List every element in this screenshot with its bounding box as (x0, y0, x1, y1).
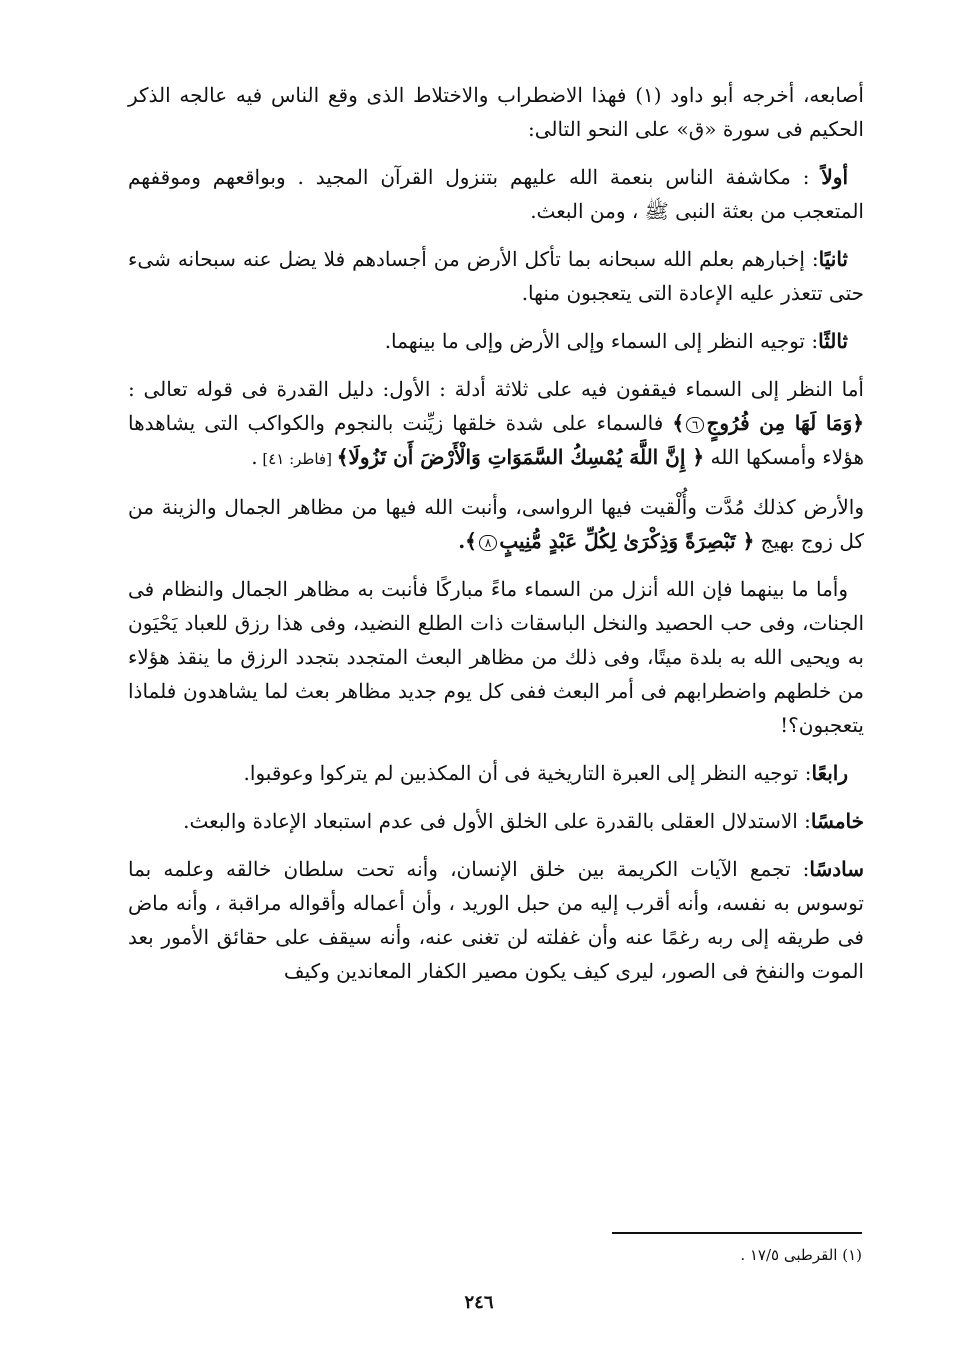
page-number: ٢٤٦ (464, 1292, 494, 1313)
point-text-first: : مكاشفة الناس بنعمة الله عليهم بتنزول القرآن المجيد . وبواقعهم وموقفهم المتعجب من بعثة النبى ﷺ ، ومن البعث. (128, 165, 864, 223)
quran-verse-1 (672, 411, 864, 435)
paragraph-between (128, 572, 864, 742)
point-lead-fourth: رابعًا (811, 761, 848, 785)
paragraph-earth (128, 490, 864, 558)
paragraph-fifth-point (128, 804, 864, 838)
quran-verse-2: ﴿ إِنَّ اللَّهَ يُمْسِكُ السَّمَوَاتِ وَالْأَرْضَ أَن تَزُولَا﴾ (336, 445, 705, 469)
paragraph-sky (128, 372, 864, 476)
footnote-divider (612, 1232, 862, 1234)
paragraph-fourth-point (128, 756, 864, 790)
point-text-fifth: : الاستدلال العقلى بالقدرة على الخلق الأول فى عدم استبعاد الإعادة والبعث. (183, 809, 811, 833)
paragraph-third-point (128, 324, 864, 358)
point-lead-third: ثالثًا (818, 329, 848, 353)
earth-text: والأرض كذلك مُدَّت وأُلْقيت فيها الرواسى، وأنبت الله فيها من مظاهر الجمال والزينة من كل زوج بهيج (128, 495, 864, 553)
quran-verse-1-close: ﴾ (672, 411, 685, 435)
point-lead-fifth: خامسًا (810, 809, 864, 833)
point-lead-second: ثانيًا (818, 247, 848, 271)
paragraph-first-point (128, 160, 864, 228)
between-text: وأما ما بينهما فإن الله أنزل من السماء ماءً مباركًا فأنبت به مظاهر الجمال والنظام فى الجنات، وفى حب الحصيد والنخل الباسقات ذات الطلع النضيد، وفى هذا رزق للعباد يَحْيَون به ويحيى الله به بلدة ميتًا، وفى ذلك من مظاهر البعث المتجدد بتجدد الرزق ما ينقذ هؤلاء من خلطهم واضطرابهم فى أمر البعث ففى كل يوم جديد مظاهر بعث لما يشاهدون فلماذا يتعجبون؟! (128, 577, 864, 737)
paragraph-1 (128, 78, 864, 146)
point-lead-sixth: سادسًا (809, 857, 864, 881)
quran-verse-3 (458, 529, 754, 553)
sky-text-1: أما النظر إلى السماء فيقفون فيه على ثلاثة أدلة : الأول: دليل القدرة فى قوله تعالى : (128, 377, 864, 401)
footnote: (١) القرطبى ١٧/٥ . (740, 1246, 862, 1264)
point-text-third: : توجيه النظر إلى السماء وإلى الأرض وإلى ما بينهما. (384, 329, 819, 353)
paragraph-second-point (128, 242, 864, 310)
sky-text-3: . (251, 445, 258, 469)
ayah-number-8: ٨ (479, 535, 497, 551)
quran-verse-3-text: ﴿ تَبْصِرَةً وَذِكْرَىٰ لِكُلِّ عَبْدٍ مُّنِيبٍ (499, 529, 755, 553)
point-text-sixth: : تجمع الآيات الكريمة بين خلق الإنسان، وأنه تحت سلطان خالقه وعلمه بما توسوس به نفسه، وأنه أقرب إليه من حبل الوريد ، وأن أعماله وأقواله مراقبة ، وأنه ماض فى طريقه إلى ربه رغمًا عنه وأن غفلته لن تغنى عنه، وأنه سيقف على حقائق الأمور بعد الموت والنفخ فى الصور، ليرى كيف يكون مصير الكفار المعاندين وكيف (128, 857, 864, 983)
point-text-fourth: : توجيه النظر إلى العبرة التاريخية فى أن المكذبين لم يتركوا وعوقبوا. (243, 761, 812, 785)
point-lead-first: أولاً (821, 165, 848, 189)
quran-verse-1-text: ﴿وَمَا لَهَا مِن فُرُوجٍ (706, 411, 864, 435)
paragraph-sixth-point (128, 852, 864, 988)
page-body (128, 78, 864, 1002)
surah-reference: [فاطر: ٤١] (257, 450, 337, 468)
sky-text-2: فالسماء على شدة خلقها زيِّنت بالنجوم والكواكب التى يشاهدها هؤلاء وأمسكها الله (128, 411, 864, 469)
quran-verse-3-close: ﴾. (458, 529, 477, 553)
ayah-number-6: ٦ (686, 417, 704, 433)
point-text-second: : إخبارهم بعلم الله سبحانه بما تأكل الأرض من أجسادهم فلا يضل عنه سبحانه شىء حتى تتعذر عليه الإعادة التى يتعجبون منها. (128, 247, 864, 305)
paragraph-1-text: أصابعه، أخرجه أبو داود (١) فهذا الاضطراب والاختلاط الذى وقع الناس فيه عالجه الذكر الحكيم فى سورة «ق» على النحو التالى: (128, 83, 864, 141)
